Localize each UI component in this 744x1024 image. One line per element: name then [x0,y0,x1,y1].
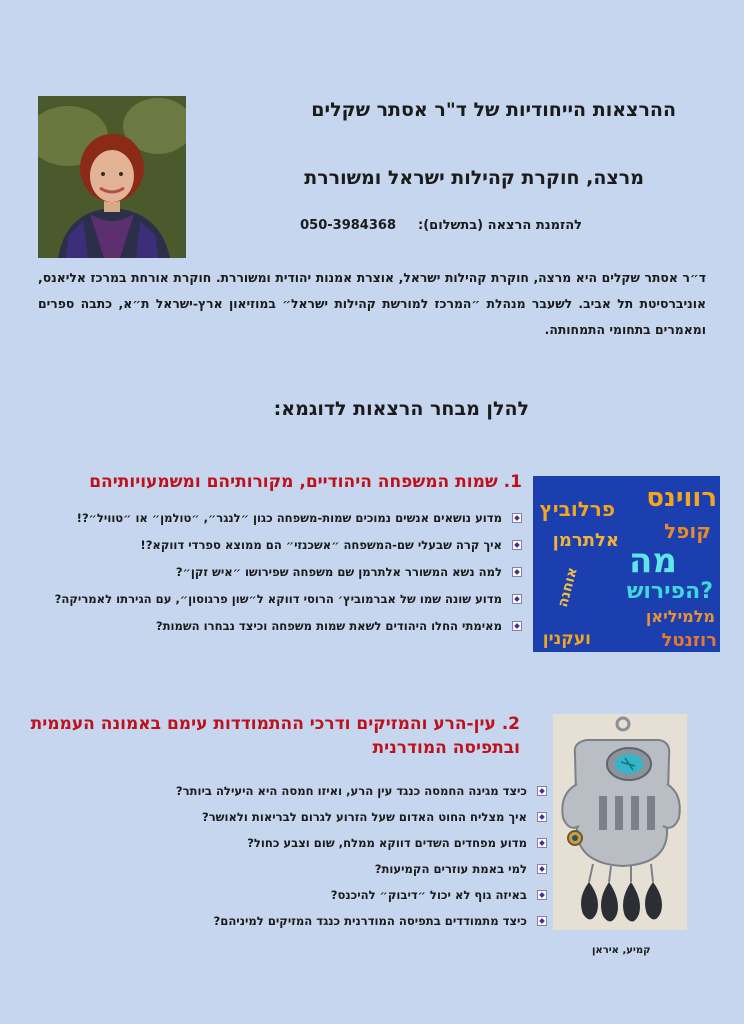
list-item [34,618,524,635]
collage-word: אוחנה [554,565,581,610]
bio-paragraph: ד״ר אסתר שקלים היא מרצה, חוקרת קהילות ישראל, אוצרת אמנות יהודית ומשוררת. חוקרת אורחת במרכז אליאנס, אוניברסיטת תל אביב. לשעבר מנהלת ״המרכז למורשת קהילות ישראל״ במוזיאון ארץ-ישראל ת״א, כתבה ספרים ומאמרים בתחומי התמחותה. [38,270,706,337]
family-names-collage [533,476,720,652]
question-text: כיצד מתמודדים בתפיסה המודרנית כנגד המזיקים למיניהם? [213,914,527,928]
question-text: איך מצליח החוט האדום שעל הזרוע לגרום לבריאות ולאושר? [201,810,527,824]
collage-word: מה [629,541,677,581]
section1-question-list [34,510,524,635]
collage-word: פרלוביץ [539,497,615,521]
question-text: למי באמת עוזרים הקמיעות? [374,862,527,876]
list-item [34,564,524,581]
list-item [29,913,549,930]
diamond-bullet-icon [537,890,547,900]
diamond-bullet-icon [512,513,522,523]
diamond-bullet-icon [512,621,522,631]
diamond-bullet-icon [537,812,547,822]
question-text: מאימתי החלו היהודים לשאת שמות משפחה וכיצד נבחרו השמות? [155,619,502,633]
diamond-bullet-icon [512,594,522,604]
hamsa-amulet-image [553,714,687,930]
list-item [29,783,549,800]
booking-label: להזמנת הרצאה (בתשלום): [418,218,582,233]
section2-title: 2. עין-הרע והמזיקים ודרכי ההתמודדות עימם באמונה העממית ובתפיסה המודרנית [30,714,520,758]
collage-word: קופל [664,519,711,543]
list-item [29,887,549,904]
collage-word: מלמיליאן [645,607,715,626]
phone-number: 050-3984368 [300,218,396,233]
collage-word: הפירוש? [626,579,713,604]
question-text: מדוע שונה שמו של אברמוביץ׳ הרוסי דווקא ל״שון פרגוסון״, עם הגירתו לאמריקה? [54,592,502,606]
question-text: מדוע נושאים אנשים נמוכים שמות-משפחה כגון ״לנגר״, ״טולמן״ או ״טוויל״?! [76,511,502,525]
diamond-bullet-icon [537,916,547,926]
family-names-image [533,476,720,652]
diamond-bullet-icon [537,864,547,874]
collage-word: רווינס [646,483,717,513]
question-text: באיזה גוף לא יכול ״דיבוק״ להיכנס? [330,888,527,902]
list-item [34,510,524,527]
question-text: למה נשא המשורר אלתרמן שם משפחה שפירושו ״איש זקן״? [175,565,502,579]
portrait-illustration [38,96,186,258]
section1-title: 1. שמות המשפחה היהודיים, מקורותיהם ומשמעויותיהם [89,472,522,492]
lecturer-portrait [38,96,186,258]
diamond-bullet-icon [537,838,547,848]
collage-word: רוזנטל [661,630,717,651]
list-item [34,537,524,554]
diamond-bullet-icon [512,567,522,577]
question-text: כיצד מגינה החמסה כנגד עין הרע, ואיזו חמסה היא היעילה ביותר? [175,784,527,798]
collage-word: ועקנין [542,629,591,649]
hamsa-icon [553,714,687,930]
list-item [34,591,524,608]
examples-heading: להלן מבחר הרצאות לדוגמא: [273,398,529,420]
question-text: איך קרה שבעלי שם-המשפחה ״אשכנזי״ הם ממוצא ספרדי דווקא?! [140,538,502,552]
diamond-bullet-icon [537,786,547,796]
section2-question-list [29,783,549,930]
list-item [29,809,549,826]
collage-word: אלתרמן [552,530,619,551]
amulet-caption: קמיע, איראן [592,945,651,956]
diamond-bullet-icon [512,540,522,550]
list-item [29,835,549,852]
booking-line [300,218,582,233]
page-title: ההרצאות הייחודיות של ד"ר אסתר שקלים [311,99,676,121]
page-subtitle: מרצה, חוקרת קהילות ישראל ומשוררת [304,167,644,189]
list-item [29,861,549,878]
question-text: מדוע מפחדים השדים דווקא ממלח, שום וצבע כחול? [247,836,527,850]
